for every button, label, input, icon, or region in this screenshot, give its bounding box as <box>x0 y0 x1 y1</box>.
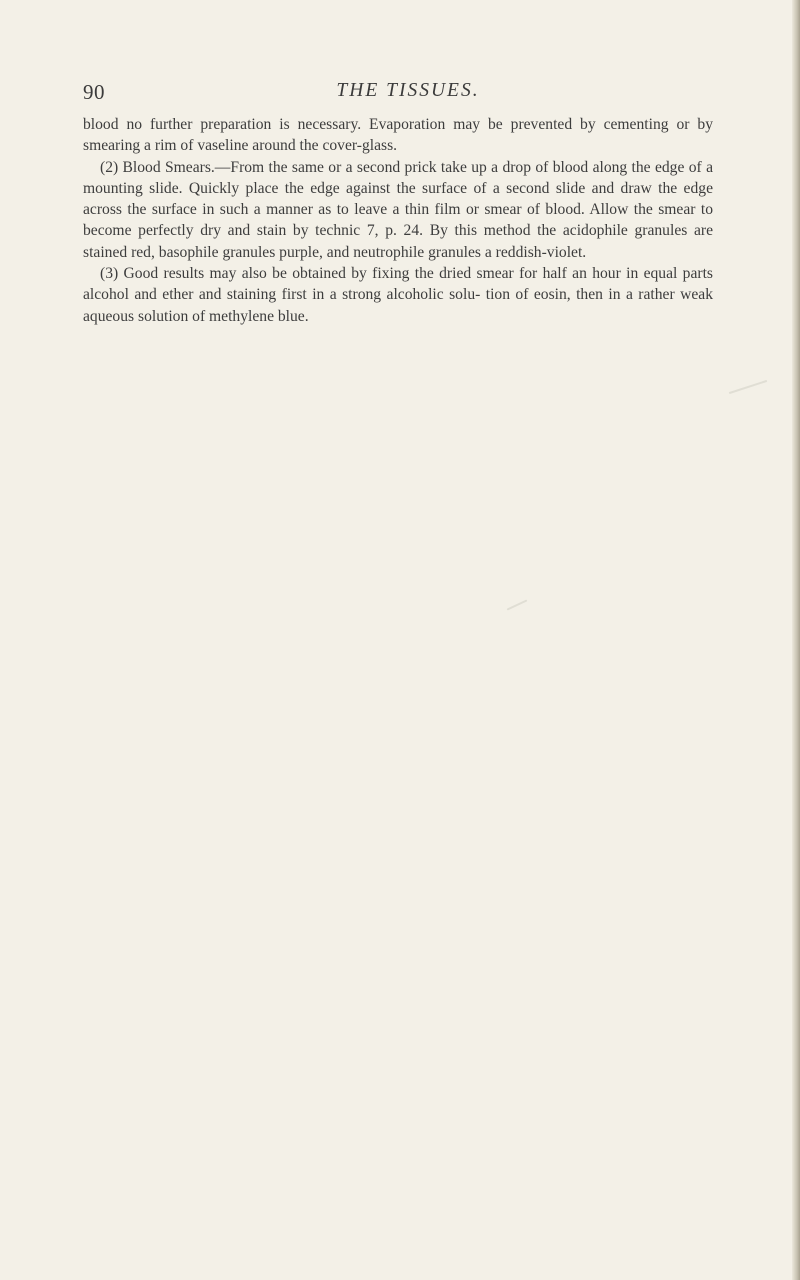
paragraph-good-results: (3) Good results may also be obtained by fixing the dried smear for half an hour in equal parts alcohol and ether and staining first in a strong alcoholic solu- tion of eosin, then in a rather weak aqueous solution of methylene blue. <box>83 265 713 325</box>
paragraph-continuation: blood no further preparation is necessary. Evaporation may be prevented by cementing or by smearing a rim of vaseline around the cover-glass. <box>83 116 713 155</box>
running-title: THE TISSUES. <box>336 80 480 101</box>
paper-smudge <box>729 380 768 394</box>
page-edge <box>792 0 800 1280</box>
book-page <box>83 80 713 327</box>
page-number: 90 <box>83 80 105 104</box>
paragraph-blood-smears: (2) Blood Smears.—From the same or a second prick take up a drop of blood along the edge of a mounting slide. Quickly place the edge against the surface of a second slide and draw the edge across the surface in such a manner as to leave a thin film or smear of blood. Allow the smear to become perfectly dry and stain by technic 7, p. 24. By this method the acidophile granules are stained red, basophile granules purple, and neutrophile granules a reddish-violet. <box>83 158 713 261</box>
body-text <box>83 114 713 327</box>
paper-smudge <box>507 599 528 610</box>
page-header <box>83 80 713 108</box>
